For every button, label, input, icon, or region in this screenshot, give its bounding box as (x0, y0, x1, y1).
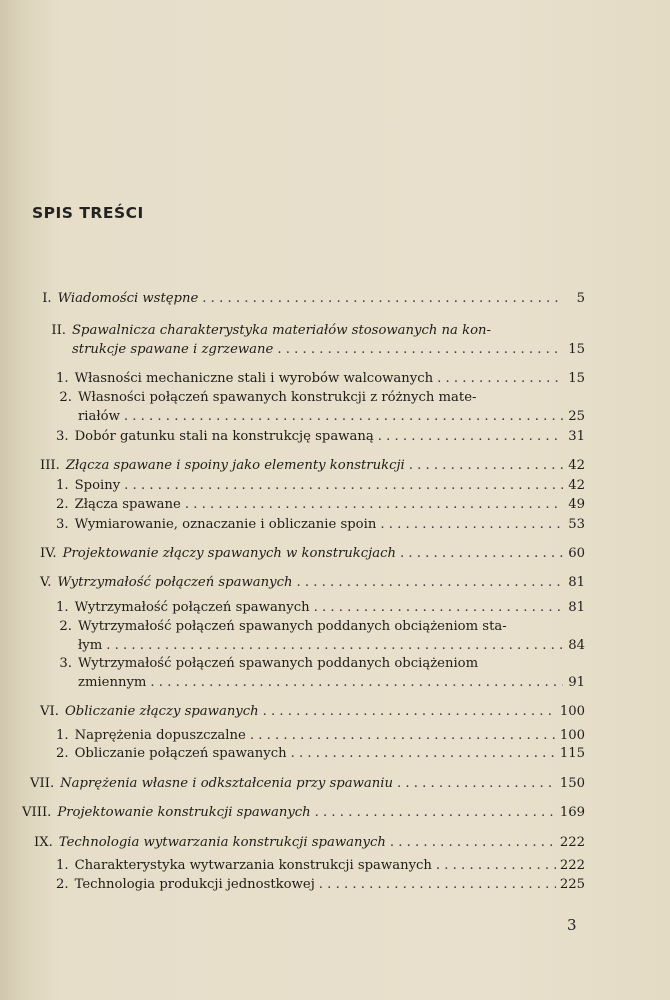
entry-page: 5 (576, 291, 585, 306)
toc-entry-section (56, 599, 585, 617)
entry-number: 2. (56, 746, 69, 761)
entry-number: 2. (59, 390, 72, 405)
entry-page: 42 (568, 458, 585, 473)
entry-page: 53 (568, 517, 585, 532)
entry-label: Naprężenia własne i odkształcenia przy spawaniu (60, 776, 393, 791)
toc-entry-section-line1 (56, 655, 478, 673)
toc-entry-chapter (40, 703, 585, 721)
entry-label-line1: Własności połączeń spawanych konstrukcji z różnych mate- (78, 390, 477, 405)
leader-dots (296, 574, 563, 592)
entry-page: 81 (568, 575, 585, 590)
entry-number: V. (40, 575, 52, 590)
leader-dots (436, 857, 556, 875)
leader-dots (315, 804, 556, 822)
entry-number: III. (40, 458, 60, 473)
leader-dots (124, 408, 563, 426)
entry-label: Projektowanie złączy spawanych w konstrukcjach (62, 546, 396, 561)
toc-entry-section (56, 516, 585, 534)
leader-dots (314, 599, 563, 617)
entry-label: Wiadomości wstępne (57, 291, 199, 306)
leader-dots (319, 876, 556, 894)
leader-dots (409, 457, 563, 475)
entry-label: Złącza spawane i spoiny jako elementy konstrukcji (65, 458, 405, 473)
leader-dots (437, 370, 563, 388)
entry-label: Obliczanie złączy spawanych (64, 704, 259, 719)
entry-number: 3. (56, 517, 69, 532)
entry-label: Dobór gatunku stali na konstrukcję spawaną (74, 429, 374, 444)
leader-dots (400, 545, 563, 563)
entry-number: 1. (56, 478, 69, 493)
entry-number: VI. (40, 704, 59, 719)
entry-label: Technologia produkcji jednostkowej (74, 877, 315, 892)
toc-entry-chapter (40, 290, 585, 308)
toc-entry-section (56, 428, 585, 446)
entry-label: Obliczanie połączeń spawanych (74, 746, 287, 761)
entry-page: 15 (568, 371, 585, 386)
toc-title: SPIS TREŚCI (32, 204, 144, 222)
entry-number: 1. (56, 600, 69, 615)
toc-entry-chapter-line1 (40, 322, 491, 340)
entry-number: 1. (56, 371, 69, 386)
entry-page: 222 (559, 858, 585, 873)
entry-page: 84 (568, 638, 585, 653)
entry-label: Charakterystyka wytwarzania konstrukcji spawanych (74, 858, 432, 873)
toc-entry-section-line1 (56, 389, 476, 407)
entry-label: strukcje spawane i zgrzewane (72, 342, 274, 357)
entry-label: Technologia wytwarzania konstrukcji spawanych (58, 835, 386, 850)
entry-number: IX. (34, 835, 53, 850)
entry-number: 2. (56, 877, 69, 892)
toc-entry-chapter (40, 545, 585, 563)
entry-number: VII. (30, 776, 55, 791)
leader-dots (124, 477, 563, 495)
entry-page: 169 (559, 805, 585, 820)
entry-label: Wymiarowanie, oznaczanie i obliczanie spoin (74, 517, 377, 532)
toc-entry-section (56, 496, 585, 514)
toc-entry-chapter (40, 457, 585, 475)
entry-label-line1: Wytrzymałość połączeń spawanych poddanych obciążeniom (78, 656, 479, 671)
entry-number: 2. (56, 497, 69, 512)
leader-dots (106, 637, 563, 655)
toc-entry-section (56, 477, 585, 495)
toc-entry-section (78, 674, 585, 692)
entry-page: 115 (559, 746, 585, 761)
entry-number: IV. (40, 546, 57, 561)
entry-label: zmiennym (78, 675, 147, 690)
toc-entry-section (56, 370, 585, 388)
leader-dots (291, 745, 556, 763)
leader-dots (250, 727, 556, 745)
entry-label: Naprężenia dopuszczalne (74, 728, 246, 743)
leader-dots (380, 516, 563, 534)
entry-page: 60 (568, 546, 585, 561)
entry-label-line1: Spawalnicza charakterystyka materiałów stosowanych na kon- (72, 323, 491, 338)
entry-number: 3. (59, 656, 72, 671)
toc-entry-section (56, 876, 585, 894)
entry-label: Projektowanie konstrukcji spawanych (57, 805, 311, 820)
entry-page: 31 (568, 429, 585, 444)
leader-dots (202, 290, 563, 308)
entry-number: 1. (56, 728, 69, 743)
entry-number: 1. (56, 858, 69, 873)
leader-dots (150, 674, 563, 692)
toc-entry-chapter (34, 834, 585, 852)
entry-page: 150 (559, 776, 585, 791)
entry-page: 42 (568, 478, 585, 493)
entry-number: VIII. (22, 805, 52, 820)
entry-page: 100 (559, 728, 585, 743)
entry-page: 25 (568, 409, 585, 424)
entry-number: 2. (59, 619, 72, 634)
leader-dots (263, 703, 556, 721)
entry-page: 81 (568, 600, 585, 615)
toc-entry-section (56, 745, 585, 763)
leader-dots (390, 834, 556, 852)
entry-page: 222 (559, 835, 585, 850)
toc-entry-chapter (40, 574, 585, 592)
entry-label: Spoiny (74, 478, 121, 493)
entry-page: 49 (568, 497, 585, 512)
entry-label: Złącza spawane (74, 497, 181, 512)
entry-page: 225 (559, 877, 585, 892)
toc-entry-chapter (30, 775, 585, 793)
toc-entry-section (78, 637, 585, 655)
entry-number: 3. (56, 429, 69, 444)
entry-label: Wytrzymałość połączeń spawanych (57, 575, 293, 590)
toc-entry-section-line1 (56, 618, 507, 636)
entry-page: 100 (559, 704, 585, 719)
toc-entry-section (78, 408, 585, 426)
toc-entry-chapter (22, 804, 585, 822)
entry-number: I. (42, 291, 52, 306)
entry-label: riałów (78, 409, 120, 424)
entry-number: II. (51, 323, 66, 338)
entry-label: łym (78, 638, 103, 653)
entry-label: Wytrzymałość połączeń spawanych (74, 600, 310, 615)
page-number: 3 (567, 916, 577, 934)
leader-dots (185, 496, 563, 514)
toc-entry-section (56, 727, 585, 745)
entry-label: Własności mechaniczne stali i wyrobów walcowanych (74, 371, 434, 386)
toc-entry-chapter (72, 341, 585, 359)
entry-label-line1: Wytrzymałość połączeń spawanych poddanych obciążeniom sta- (78, 619, 507, 634)
entry-page: 15 (568, 342, 585, 357)
leader-dots (277, 341, 563, 359)
entry-page: 91 (568, 675, 585, 690)
leader-dots (397, 775, 556, 793)
leader-dots (378, 428, 563, 446)
toc-entry-section (56, 857, 585, 875)
